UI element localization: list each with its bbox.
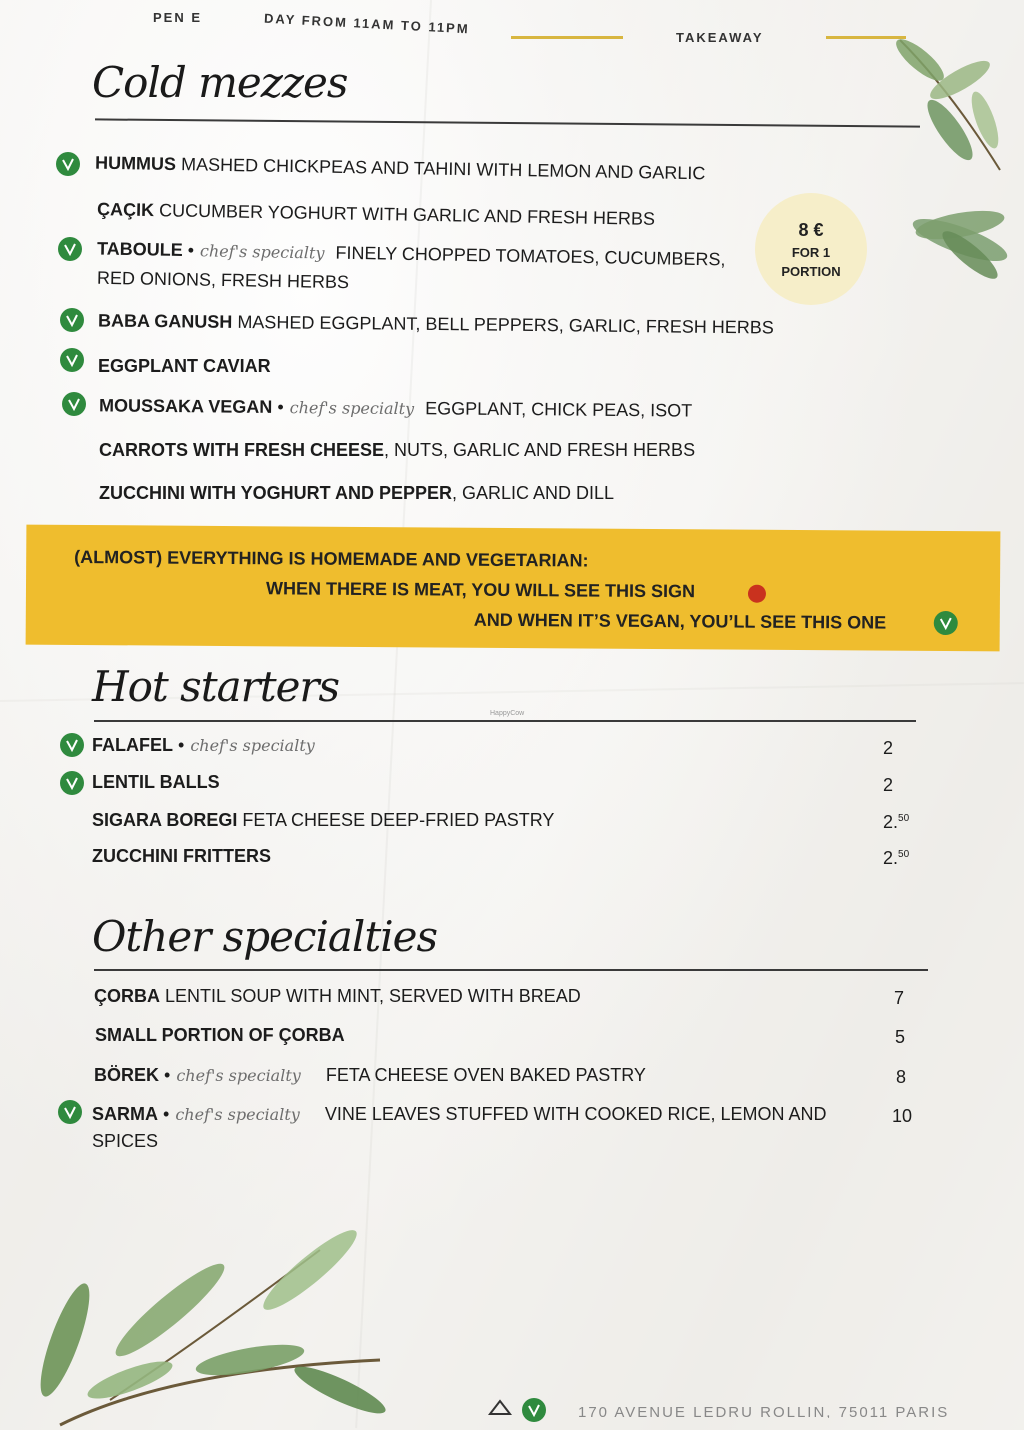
price-cents: 50	[898, 849, 910, 860]
menu-item	[92, 810, 554, 831]
item-name: TABOULE	[96, 238, 183, 261]
vegan-icon	[60, 771, 84, 795]
vegan-icon	[62, 392, 86, 416]
chef-specialty-label: chef's specialty	[190, 736, 315, 755]
section-rule	[94, 720, 916, 722]
vegan-icon	[56, 152, 80, 176]
item-description: FETA CHEESE DEEP-FRIED PASTRY	[242, 810, 555, 830]
section-title-cold-mezzes: Cold mezzes	[92, 58, 348, 107]
vegan-icon	[58, 1100, 82, 1124]
item-description: CUCUMBER YOGHURT WITH GARLIC AND FRESH HERBS	[158, 200, 656, 229]
menu-item: TABOULE • chef's specialty FINELY CHOPPED TOMATOES, CUCUMBERS,	[96, 238, 726, 270]
chef-specialty-label: chef's specialty	[199, 241, 325, 263]
menu-item: FALAFEL • chef's specialty	[92, 735, 315, 755]
chef-specialty-label: chef's specialty	[176, 1066, 301, 1085]
item-name: LENTIL BALLS	[92, 772, 220, 792]
item-description: FINELY CHOPPED TOMATOES, CUCUMBERS,	[335, 242, 726, 270]
item-description: EGGPLANT, CHICK PEAS, ISOT	[425, 398, 693, 421]
menu-item	[99, 483, 614, 504]
item-price: 10	[892, 1106, 913, 1126]
olive-leaves-bottom-icon	[20, 1230, 400, 1430]
menu-item	[92, 846, 271, 867]
item-description: MASHED EGGPLANT, BELL PEPPERS, GARLIC, FRESH HERBS	[237, 311, 774, 338]
item-name: ÇORBA	[94, 986, 160, 1006]
item-name: SIGARA BOREGI	[92, 810, 238, 830]
takeaway-label: TAKEAWAY	[676, 30, 764, 45]
chef-specialty-label: chef's specialty	[289, 398, 415, 419]
menu-item	[98, 356, 271, 377]
menu-item	[92, 772, 220, 793]
footer-address: 170 AVENUE LEDRU ROLLIN, 75011 PARIS	[578, 1404, 950, 1418]
section-title-hot-starters: Hot starters	[92, 662, 340, 711]
menu-item	[95, 1025, 345, 1046]
item-description: FETA CHEESE OVEN BAKED PASTRY	[325, 1065, 646, 1085]
item-name: HUMMUS	[94, 152, 177, 175]
banner-line-1: (ALMOST) EVERYTHING IS HOMEMADE AND VEGETARIAN:	[74, 546, 589, 571]
item-name: BÖREK	[94, 1065, 160, 1085]
item-price: 2	[883, 738, 894, 758]
price-badge	[755, 193, 867, 305]
menu-item: BÖREK • chef's specialty FETA CHEESE OVEN BAKED PASTRY	[94, 1065, 646, 1085]
item-description: LENTIL SOUP WITH MINT, SERVED WITH BREAD	[165, 986, 581, 1006]
item-description: , NUTS, GARLIC AND FRESH HERBS	[384, 440, 696, 460]
price-cents: 50	[898, 813, 910, 824]
vegan-sign-icon	[934, 611, 958, 635]
vegan-icon	[522, 1398, 546, 1422]
item-description-continued: RED ONIONS, FRESH HERBS	[96, 267, 350, 293]
menu-item	[94, 986, 581, 1007]
item-name: CARROTS WITH FRESH CHEESE	[99, 440, 385, 460]
item-name: ZUCCHINI FRITTERS	[92, 846, 271, 866]
price-main: 2.	[883, 812, 899, 832]
vegan-icon	[58, 237, 82, 261]
item-description: , GARLIC AND DILL	[452, 483, 615, 503]
item-price: 2	[883, 775, 894, 795]
mountain-logo-icon	[488, 1398, 512, 1416]
badge-price: 8 €	[798, 219, 824, 240]
chef-specialty-label: chef's specialty	[175, 1105, 300, 1124]
item-name: EGGPLANT CAVIAR	[98, 356, 271, 376]
menu-item: SARMA • chef's specialty VINE LEAVES STUFFED WITH COOKED RICE, LEMON AND	[92, 1104, 827, 1124]
item-name: SMALL PORTION OF ÇORBA	[95, 1025, 345, 1045]
menu-item	[99, 440, 695, 461]
menu-item: MOUSSAKA VEGAN • chef's specialty EGGPLANT, CHICK PEAS, ISOT	[98, 395, 693, 421]
banner-line-2: WHEN THERE IS MEAT, YOU WILL SEE THIS SIGN	[265, 578, 696, 602]
item-price: 8	[896, 1067, 907, 1087]
item-description-continued: SPICES	[92, 1131, 159, 1151]
badge-line-2: PORTION	[781, 263, 841, 279]
item-name: ÇAÇIK	[96, 199, 155, 221]
watermark: HappyCow	[490, 710, 525, 717]
badge-line-1: FOR 1	[791, 244, 831, 260]
vegan-icon	[60, 733, 84, 757]
item-price: 5	[895, 1027, 906, 1047]
open-label: PEN E	[153, 10, 203, 25]
item-name: MOUSSAKA VEGAN	[98, 395, 273, 417]
item-price: 7	[894, 988, 905, 1008]
item-description: MASHED CHICKPEAS AND TAHINI WITH LEMON AND GARLIC	[180, 154, 706, 184]
vegan-icon	[60, 308, 84, 332]
price-main: 2.	[883, 848, 899, 868]
hours-label: DAY FROM 11AM TO 11PM	[263, 10, 471, 37]
item-name: SARMA	[92, 1104, 158, 1124]
meat-sign-icon	[748, 585, 766, 603]
vegan-icon	[60, 348, 84, 372]
section-rule	[94, 969, 928, 971]
gold-divider	[511, 36, 623, 39]
section-title-other-specialties: Other specialties	[92, 912, 438, 961]
item-price	[883, 848, 909, 869]
olive-leaf-icon	[905, 195, 1005, 285]
item-price	[883, 812, 909, 833]
item-name: FALAFEL	[92, 735, 173, 755]
info-banner	[26, 525, 1001, 652]
banner-line-3: AND WHEN IT’S VEGAN, YOU’LL SEE THIS ONE	[473, 609, 887, 633]
item-name: ZUCCHINI WITH YOGHURT AND PEPPER	[99, 483, 453, 503]
item-description: VINE LEAVES STUFFED WITH COOKED RICE, LEMON AND	[324, 1104, 827, 1124]
item-name: BABA GANUSH	[97, 310, 233, 332]
